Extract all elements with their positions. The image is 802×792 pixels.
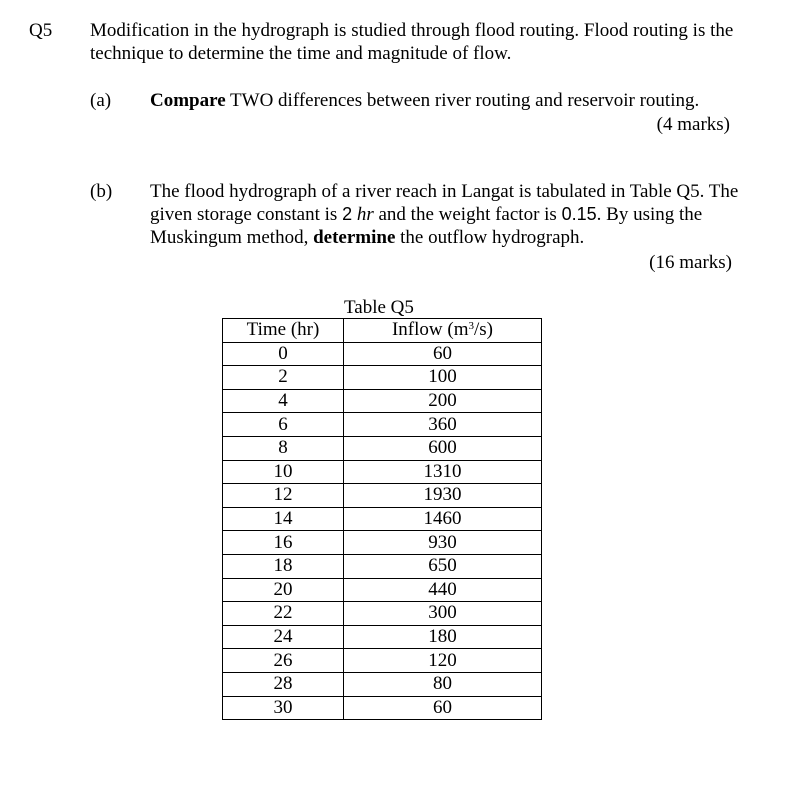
time-cell: 28 <box>223 672 344 696</box>
time-cell: 18 <box>223 554 344 578</box>
part-a-marks: (4 marks) <box>656 114 730 135</box>
table-row <box>223 436 542 460</box>
inflow-cell: 80 <box>344 672 542 696</box>
inflow-cell: 1460 <box>344 507 542 531</box>
time-cell: 16 <box>223 531 344 555</box>
time-cell: 8 <box>223 436 344 460</box>
table-row <box>223 342 542 366</box>
table-row <box>223 578 542 602</box>
time-cell: 6 <box>223 413 344 437</box>
header-inflow-unit: /s) <box>474 319 493 341</box>
time-cell: 2 <box>223 366 344 390</box>
table-row <box>223 531 542 555</box>
time-cell: 10 <box>223 460 344 484</box>
weight-factor-value: 0.15 <box>561 204 597 224</box>
header-time: Time (hr) <box>223 319 344 343</box>
part-b-text-3: . By using the Muskingum method, <box>150 204 703 248</box>
inflow-cell: 930 <box>344 531 542 555</box>
part-a-verb: Compare <box>150 90 226 111</box>
part-b-text <box>150 180 750 249</box>
inflow-cell: 180 <box>344 625 542 649</box>
inflow-cell: 60 <box>344 342 542 366</box>
time-cell: 24 <box>223 625 344 649</box>
time-cell: 30 <box>223 696 344 720</box>
header-inflow <box>344 319 542 343</box>
inflow-cell: 120 <box>344 649 542 673</box>
time-cell: 20 <box>223 578 344 602</box>
table-row <box>223 672 542 696</box>
inflow-cell: 600 <box>344 436 542 460</box>
time-cell: 22 <box>223 602 344 626</box>
part-a-text <box>150 89 750 112</box>
time-cell: 4 <box>223 389 344 413</box>
table-row <box>223 484 542 508</box>
inflow-table <box>222 318 542 720</box>
inflow-cell: 1930 <box>344 484 542 508</box>
question-number: Q5 <box>29 20 53 41</box>
time-cell: 14 <box>223 507 344 531</box>
table-row <box>223 625 542 649</box>
inflow-cell: 100 <box>344 366 542 390</box>
time-cell: 26 <box>223 649 344 673</box>
table-header-row <box>223 319 542 343</box>
part-b-marks: (16 marks) <box>649 252 732 273</box>
table-row <box>223 460 542 484</box>
part-b-text-2: and the weight factor is <box>373 204 562 225</box>
time-cell: 0 <box>223 342 344 366</box>
part-a-body: TWO differences between river routing and reservoir routing. <box>225 90 700 111</box>
header-inflow-text: Inflow (m <box>391 319 469 341</box>
inflow-cell: 200 <box>344 389 542 413</box>
part-b-verb: determine <box>313 227 396 248</box>
table-row <box>223 554 542 578</box>
time-cell: 12 <box>223 484 344 508</box>
table-body <box>223 342 542 720</box>
table-row <box>223 413 542 437</box>
storage-constant-unit: hr <box>356 204 374 225</box>
part-b-label: (b) <box>90 181 113 202</box>
inflow-cell: 300 <box>344 602 542 626</box>
table-row <box>223 389 542 413</box>
table-row <box>223 696 542 720</box>
inflow-cell: 360 <box>344 413 542 437</box>
inflow-cell: 650 <box>344 554 542 578</box>
inflow-cell: 1310 <box>344 460 542 484</box>
inflow-cell: 60 <box>344 696 542 720</box>
table-row <box>223 602 542 626</box>
header-inflow-exponent: 3 <box>468 320 474 333</box>
inflow-cell: 440 <box>344 578 542 602</box>
storage-constant-value: 2 <box>342 204 353 224</box>
part-b-text-4: the outflow hydrograph. <box>395 227 585 248</box>
part-b-text-1: The flood hydrograph of a river reach in Langat is tabulated in Table Q5. The given storage constant is <box>150 181 739 225</box>
part-a-label: (a) <box>90 90 112 111</box>
table-caption: Table Q5 <box>344 297 414 318</box>
table-row <box>223 366 542 390</box>
question-intro: Modification in the hydrograph is studied through flood routing. Flood routing is the technique to determine the time and magnitude of flow. <box>90 20 734 64</box>
table-row <box>223 507 542 531</box>
table-row <box>223 649 542 673</box>
